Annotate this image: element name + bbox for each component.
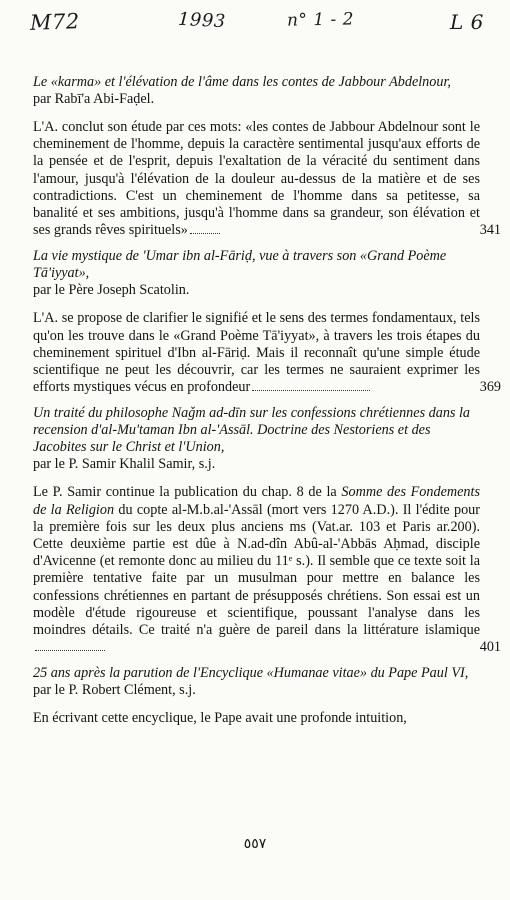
handwritten-year: 1993 (177, 8, 227, 33)
entry-nagm-ad-din (33, 405, 501, 656)
leader-dots (35, 640, 105, 651)
entry-title: Un traité du philosophe Naǧm ad-dīn sur les confessions chrétiennes dans la recension d'al-Mu'taman Ibn al-'Assāl. Doctrine des Nestoriens et des Jacobites sur le Christ et l'Union, (33, 405, 471, 456)
entry-karma (33, 74, 501, 239)
entry-title: 25 ans après la parution de l'Encyclique «Humanae vitae» du Pape Paul VI, (33, 665, 469, 682)
entry-author: par le P. Samir Khalil Samir, s.j. (33, 456, 216, 473)
handwritten-issue-number: n° 1 - 2 (286, 9, 355, 31)
entry-humanae-vitae (33, 665, 480, 727)
entry-title: La vie mystique de 'Umar ibn al-Fāriḍ, vue à travers son «Grand Poème Tā'iyyat», (33, 248, 447, 282)
leader-dots (190, 223, 220, 234)
entry-summary: L'A. se propose de clarifier le signifié et le sens des termes fondamentaux, tels qu'on les trouve dans le «Grand Poème Tā'iyyat», à travers les trois étapes du cheminement spirituel d'Ibn al-Fāriḍ. Mais il reconnaît qu'une simple étude scientifique ne peut les découvrir, car les termes ne sauraient exprimer les efforts mystiques vécus en profondeur (33, 310, 480, 396)
work-title: Somme des Fondements de la Religion (33, 484, 480, 518)
entry-summary: En écrivant cette encyclique, le Pape avait une profonde intuition, (33, 710, 407, 727)
entry-author: par le Père Joseph Scatolin. (33, 282, 190, 299)
abstracts-list (33, 74, 501, 736)
page-reference: 341 (479, 222, 501, 239)
entry-author: par Rabī'a Abi-Faḍel. (33, 91, 155, 107)
entry-author: par le P. Robert Clément, s.j. (33, 682, 196, 699)
entry-ibn-al-farid (33, 248, 501, 396)
entry-title: Le «karma» et l'élévation de l'âme dans les contes de Jabbour Abdelnour, (33, 74, 451, 90)
handwritten-label: L 6 (450, 10, 484, 34)
page-number: ٥٥٧ (243, 836, 267, 852)
entry-summary: Le P. Samir continue la publication du chap. 8 de la Somme des Fondements de la Religion du copte al-M.b.al-'Assāl (mort vers 1270 A.D.). Il l'édite pour la première fois sur les deux plus anciens ms (Vat.ar. 103 et Paris ar.200). Cette deuxième partie est dûe à N.ad-dîn Abû-al-'Abbās Aḥmad, disciple d'Avicenne (et remonte donc au milieu du 11ᵉ s.). Il semble que ce texte soit la première tentative faite par un musulman pour mettre en balance les confessions chrétiennes en partant de présupposés chrétiens. Son essai est un modèle d'étude rigoureuse et scientifique, poussant l'analyse dans les moindres détails. Ce traité n'a guère de pareil dans la littérature islamique (33, 484, 480, 656)
leader-dots (252, 380, 370, 391)
page-reference: 401 (479, 639, 501, 656)
handwritten-annotation: M72 (29, 9, 81, 35)
entry-summary: L'A. conclut son étude par ces mots: «les contes de Jabbour Abdelnour sont le cheminement de l'homme, depuis la caractère sentimental jusqu'aux efforts de la pensée et de l'esprit, depuis l'exaltation de la véracité du sentiment dans l'amour, jusqu'à l'élévation de la douleur au-dessus de la matière et de ses contradictions. C'est un cheminement de l'homme dans sa petitesse, sa banalité et ses ambitions, jusqu'à l'homme dans sa grandeur, son élévation et ses grands rêves spirituels» (33, 119, 480, 239)
page-reference: 369 (479, 379, 501, 396)
